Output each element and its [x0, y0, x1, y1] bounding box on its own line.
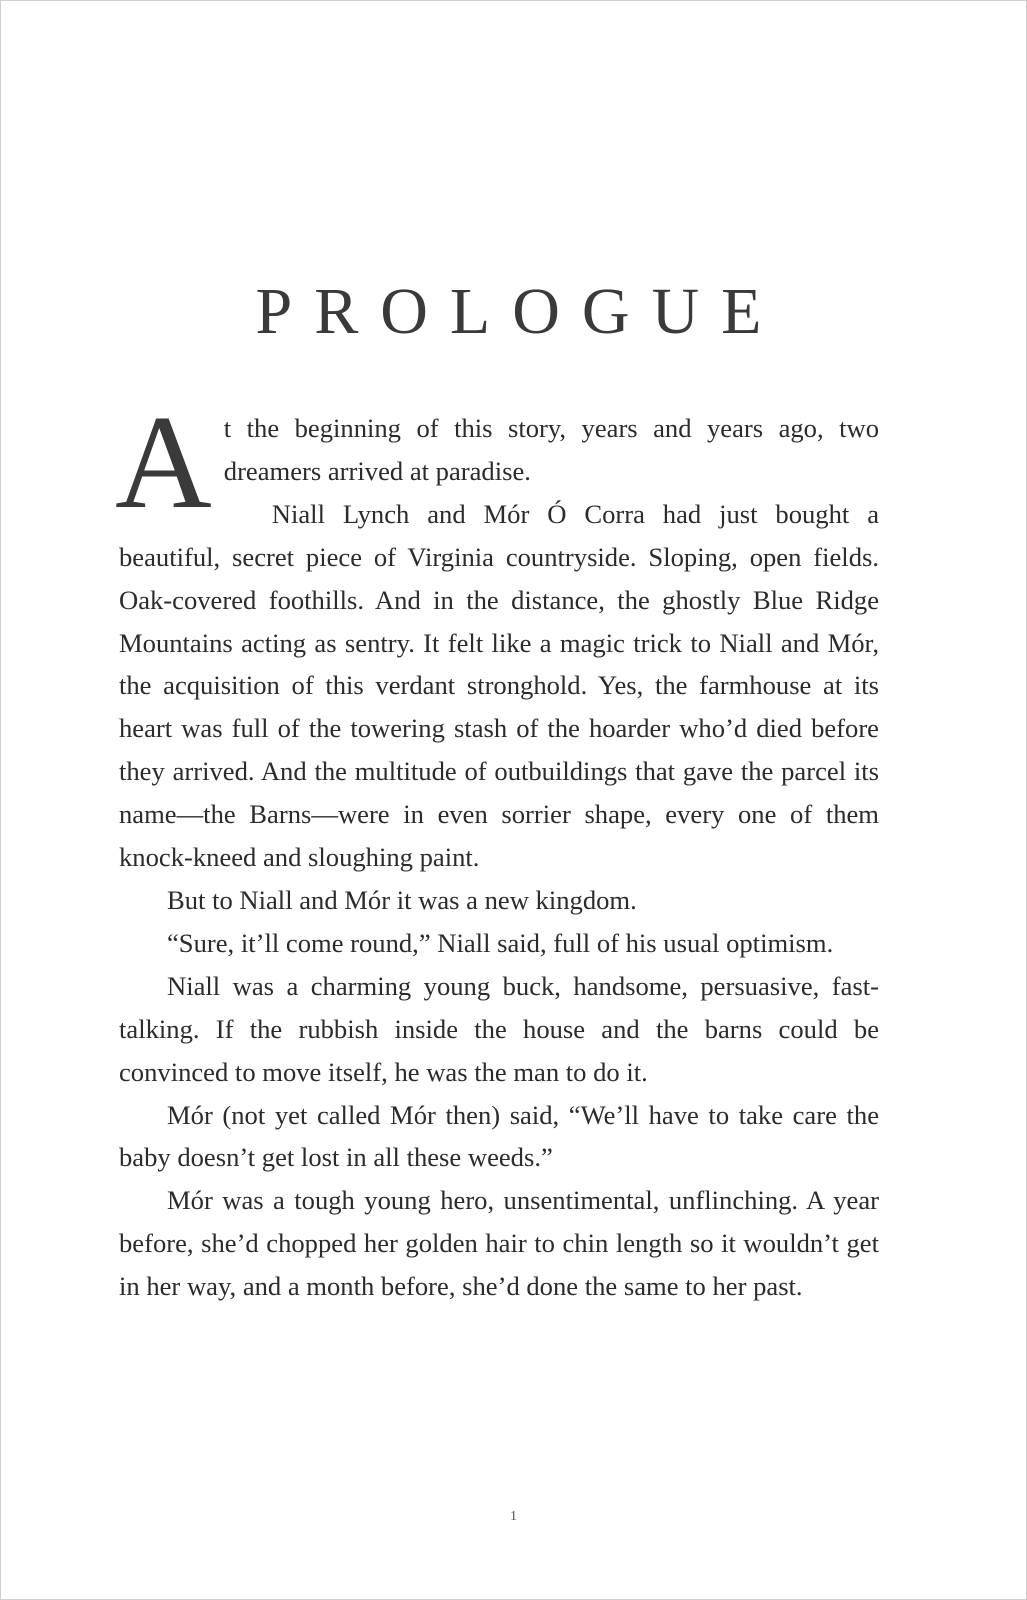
- paragraph-1: [115, 388, 879, 536]
- paragraph-4: “Sure, it’ll come round,” Niall said, full of his usual optimism.: [167, 927, 834, 958]
- page-number: 1: [510, 1509, 517, 1524]
- paragraph-2: Niall Lynch and Mór Ó Corra had just bought a beautiful, secret piece of Virginia countryside. Sloping, open fields. Oak-covered foothills. And in the distance, the ghostly Blue Ridge Mountains acting as sentry. It felt like a magic trick to Niall and Mór, the acquisition of this verdant stronghold. Yes, the farmhouse at its heart was full of the towering stash of the hoarder who’d died before they arrived. And the multitude of outbuildings that gave the parcel its name—the Barns—were in even sorrier shape, every one of them knock-kneed and sloughing paint.: [119, 498, 879, 873]
- drop-cap: A: [115, 388, 212, 536]
- paragraph-3: But to Niall and Mór it was a new kingdom.: [167, 884, 637, 915]
- paragraph-6: Mór (not yet called Mór then) said, “We’ll have to take care the baby doesn’t get lost in all these weeds.”: [119, 1099, 879, 1173]
- paragraph-1-text: t the beginning of this story, years and years ago, two dreamers arrived at paradise.: [223, 413, 879, 486]
- paragraph-7: Mór was a tough young hero, unsentimental, unflinching. A year before, she’d chopped her golden hair to chin length so it wouldn’t get in her way, and a month before, she’d done the same to her past.: [119, 1185, 879, 1302]
- chapter-title: PROLOGUE: [255, 275, 784, 348]
- paragraph-5: Niall was a charming young buck, handsome, persuasive, fast-talking. If the rubbish inside the house and the barns could be convinced to move itself, he was the man to do it.: [119, 970, 879, 1087]
- body-text: [115, 388, 879, 1308]
